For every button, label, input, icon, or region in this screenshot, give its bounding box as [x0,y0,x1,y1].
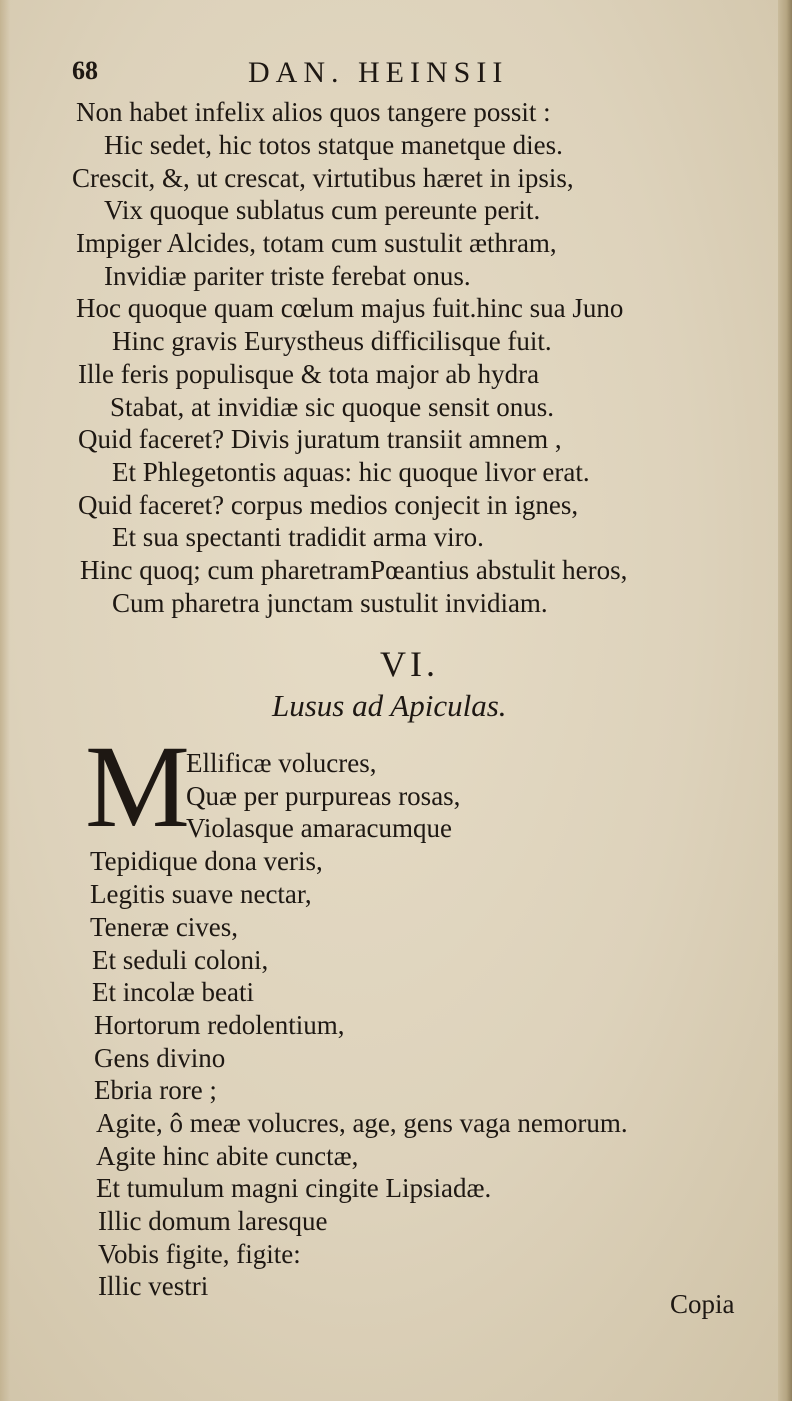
verse-line: Hinc quoq; cum pharetramPœantius abstulit heros, [80,555,628,585]
verse-line: Ille feris populisque & tota major ab hydra [78,359,540,389]
page-header [72,56,592,96]
page-number: 68 [72,56,98,85]
section-number: VI. [380,644,439,684]
poem-line: Ebria rore ; [94,1075,217,1105]
verse-line: Hoc quoque quam cœlum majus fuit.hinc sua Juno [76,293,624,323]
poem-line: Violasque amaracumque [186,813,453,843]
poem-line: Vobis figite, figite: [98,1239,301,1269]
poem-line: Illic vestri [98,1271,209,1301]
poem-line: Et seduli coloni, [92,945,269,975]
poem-line: Et tumulum magni cingite Lipsiadæ. [96,1173,492,1203]
verse-line: Quid faceret? corpus medios conjecit in ignes, [78,490,579,520]
verse-line: Non habet infelix alios quos tangere possit : [76,97,551,127]
verse-line: Invidiæ pariter triste ferebat onus. [104,261,471,291]
verse-line: Hic sedet, hic totos statque manetque dies. [104,130,563,160]
verse-line: Impiger Alcides, totam cum sustulit æthram, [76,228,557,258]
poem-line: Ellificæ volucres, [186,748,377,778]
section-title: Lusus ad Apiculas. [272,688,507,723]
poem-line: Illic domum laresque [98,1206,328,1236]
poem-line: Legitis suave nectar, [90,879,312,909]
page-right-edge [778,0,792,1401]
verse-line: Stabat, at invidiæ sic quoque sensit onus. [110,392,554,422]
drop-cap: M [85,721,190,852]
poem-line: Tepidique dona veris, [90,846,323,876]
poem-line: Hortorum redolentium, [94,1010,345,1040]
poem-line: Teneræ cives, [90,912,239,942]
running-head: DAN. HEINSII [248,56,509,89]
poem-line: Agite hinc abite cunctæ, [96,1141,359,1171]
verse-line: Et Phlegetontis aquas: hic quoque livor erat. [112,457,590,487]
verse-line: Hinc gravis Eurystheus difficilisque fuit. [112,326,552,356]
verse-line: Et sua spectanti tradidit arma viro. [112,522,484,552]
poem-line: Gens divino [94,1043,226,1073]
poem-line: Quæ per purpureas rosas, [186,781,461,811]
catchword: Copia [670,1289,735,1319]
verse-line: Quid faceret? Divis juratum transiit amnem , [78,424,562,454]
verse-line: Vix quoque sublatus cum pereunte perit. [104,195,541,225]
poem-line: Agite, ô meæ volucres, age, gens vaga nemorum. [96,1108,628,1138]
poem-line: Et incolæ beati [92,977,254,1007]
verse-line: Cum pharetra junctam sustulit invidiam. [112,588,548,618]
page-left-edge [0,0,10,1401]
verse-line: Crescit, &, ut crescat, virtutibus hæret in ipsis, [72,163,574,193]
